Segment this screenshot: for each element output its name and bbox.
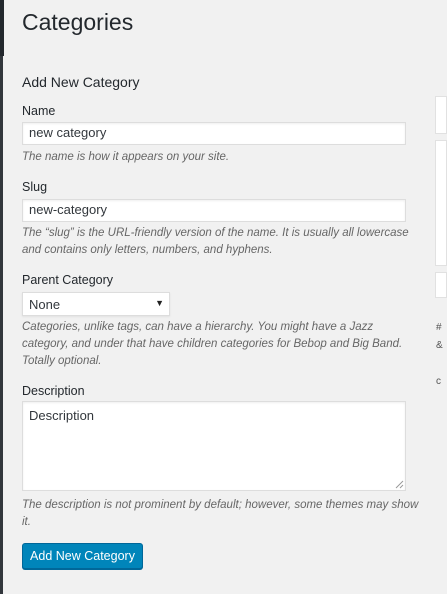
slug-label: Slug (22, 180, 48, 194)
list-edge-glyph: # (436, 322, 442, 333)
admin-menu-body (0, 56, 3, 594)
parent-category-hint: Categories, unlike tags, can have a hierarchy. You might have a Jazz category, and under that have children categories for Bebop and Big Band. Totally optional. (22, 321, 403, 367)
description-textarea[interactable] (22, 401, 406, 491)
list-edge-glyph: c (436, 376, 441, 387)
name-label: Name (22, 104, 56, 118)
description-label: Description (22, 384, 85, 398)
add-category-heading: Add New Category (22, 74, 140, 90)
parent-category-select[interactable] (22, 292, 170, 316)
slug-input[interactable]: new-category (22, 199, 406, 222)
page-title: Categories (22, 9, 134, 35)
slug-hint: The “slug” is the URL-friendly version of the name. It is usually all lowercase and contains only letters, numbers, and hyphens. (22, 227, 409, 256)
list-edge-glyph: & (436, 340, 443, 351)
parent-category-label: Parent Category (22, 273, 114, 287)
parent-category-selected: None (29, 297, 61, 312)
add-new-category-button[interactable]: Add New Category (22, 543, 143, 569)
list-edge-box (435, 140, 447, 266)
description-hint: The description is not prominent by default; however, some themes may show it. (22, 499, 419, 528)
caret-down-icon: ▼ (155, 298, 164, 308)
categories-list-edge (432, 0, 443, 594)
name-input[interactable]: new category (22, 122, 406, 145)
description-value: Description (29, 408, 95, 423)
admin-menu-top (0, 0, 4, 56)
resize-handle-icon[interactable] (395, 480, 404, 489)
list-edge-box (435, 96, 447, 134)
name-hint: The name is how it appears on your site. (22, 151, 230, 163)
list-edge-box (435, 272, 447, 298)
admin-menu-edge (0, 0, 4, 594)
